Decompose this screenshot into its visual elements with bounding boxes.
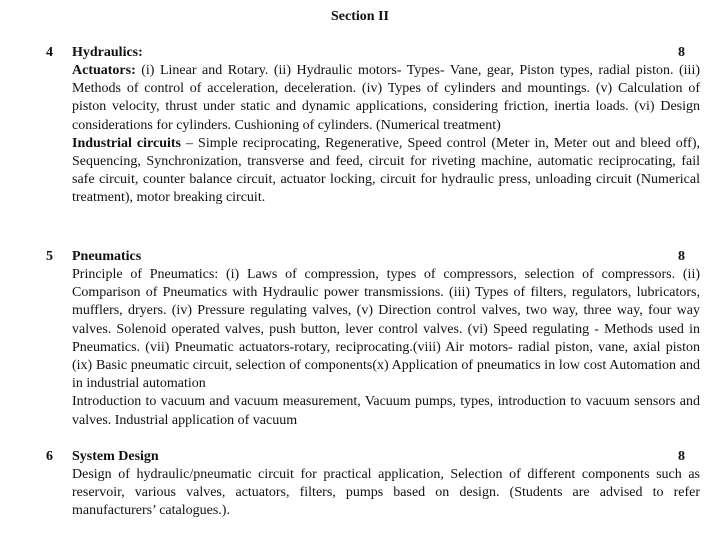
unit-6-design-paragraph: Design of hydraulic/pneumatic circuit for practical application, Selection of different components such as reservoir, various valves, actuators, filters, pumps based on design. (Students are advised to refer manufacturers’ catalogues.). bbox=[72, 467, 700, 519]
unit-4-number: 4 bbox=[46, 45, 53, 60]
section-title: Section II bbox=[331, 9, 389, 24]
unit-5-principles-paragraph: Principle of Pneumatics: (i) Laws of compression, types of compressors, selection of compressors. (ii) Comparison of Pneumatics with Hydraulic power transmissions. (iii) Types of filters, regulators, lubricators, mufflers, dryers. (iv) Pressure regulating valves, (v) Direction control valves, two way, three way, four way valves. Solenoid operated valves, push button, lever control valves. (vi) Speed regulating - Methods used in Pneumatics. (vii) Pneumatic actuators-rotary, reciprocating.(viii) Air motors- radial piston, vane, axial piston (ix) Basic pneumatic circuit, selection of components(x) Application of pneumatics in low cost Automation and in industrial automation bbox=[72, 267, 700, 392]
unit-4-body bbox=[72, 62, 700, 208]
unit-5-title: Pneumatics bbox=[72, 249, 142, 264]
actuators-text: (i) Linear and Rotary. (ii) Hydraulic motors- Types- Vane, gear, Piston types, radial piston. (iii) Methods of control of acceleration, deceleration. (iv) Types of cylinders and mountings. (v) Calculation of piston velocity, thrust under static and dynamic applications, considering friction, inertia loads. (vi) Design considerations for cylinders. Cushioning of cylinders. (Numerical treatment) bbox=[72, 63, 700, 133]
actuators-heading: Actuators: bbox=[72, 63, 136, 78]
unit-4-actuators-paragraph bbox=[72, 62, 700, 135]
unit-6-number: 6 bbox=[46, 449, 53, 464]
industrial-circuits-heading: Industrial circuits bbox=[72, 135, 181, 151]
unit-6-body bbox=[72, 466, 700, 521]
unit-4-title: Hydraulics: bbox=[72, 45, 143, 60]
unit-4-hours: 8 bbox=[678, 45, 685, 60]
industrial-circuits-text: – Simple reciprocating, Regenerative, Speed control (Meter in, Meter out and bleed off), Sequencing, Synchronization, transverse and feed, circuit for riveting machine, automatic reciprocating, fail safe circuit, counter balance circuit, actuator locking, circuit for hydraulic press, unloading circuit (Numerical treatment), motor breaking circuit. bbox=[72, 135, 700, 206]
unit-5-body bbox=[72, 266, 700, 430]
unit-5-number: 5 bbox=[46, 249, 53, 264]
unit-4-industrial-circuits-paragraph bbox=[72, 135, 700, 208]
unit-6-hours: 8 bbox=[678, 449, 685, 464]
unit-5-vacuum-paragraph: Introduction to vacuum and vacuum measurement, Vacuum pumps, types, introduction to vacuum sensors and valves. Industrial application of vacuum bbox=[72, 394, 700, 428]
unit-6-title: System Design bbox=[72, 449, 159, 464]
unit-5-hours: 8 bbox=[678, 249, 685, 264]
